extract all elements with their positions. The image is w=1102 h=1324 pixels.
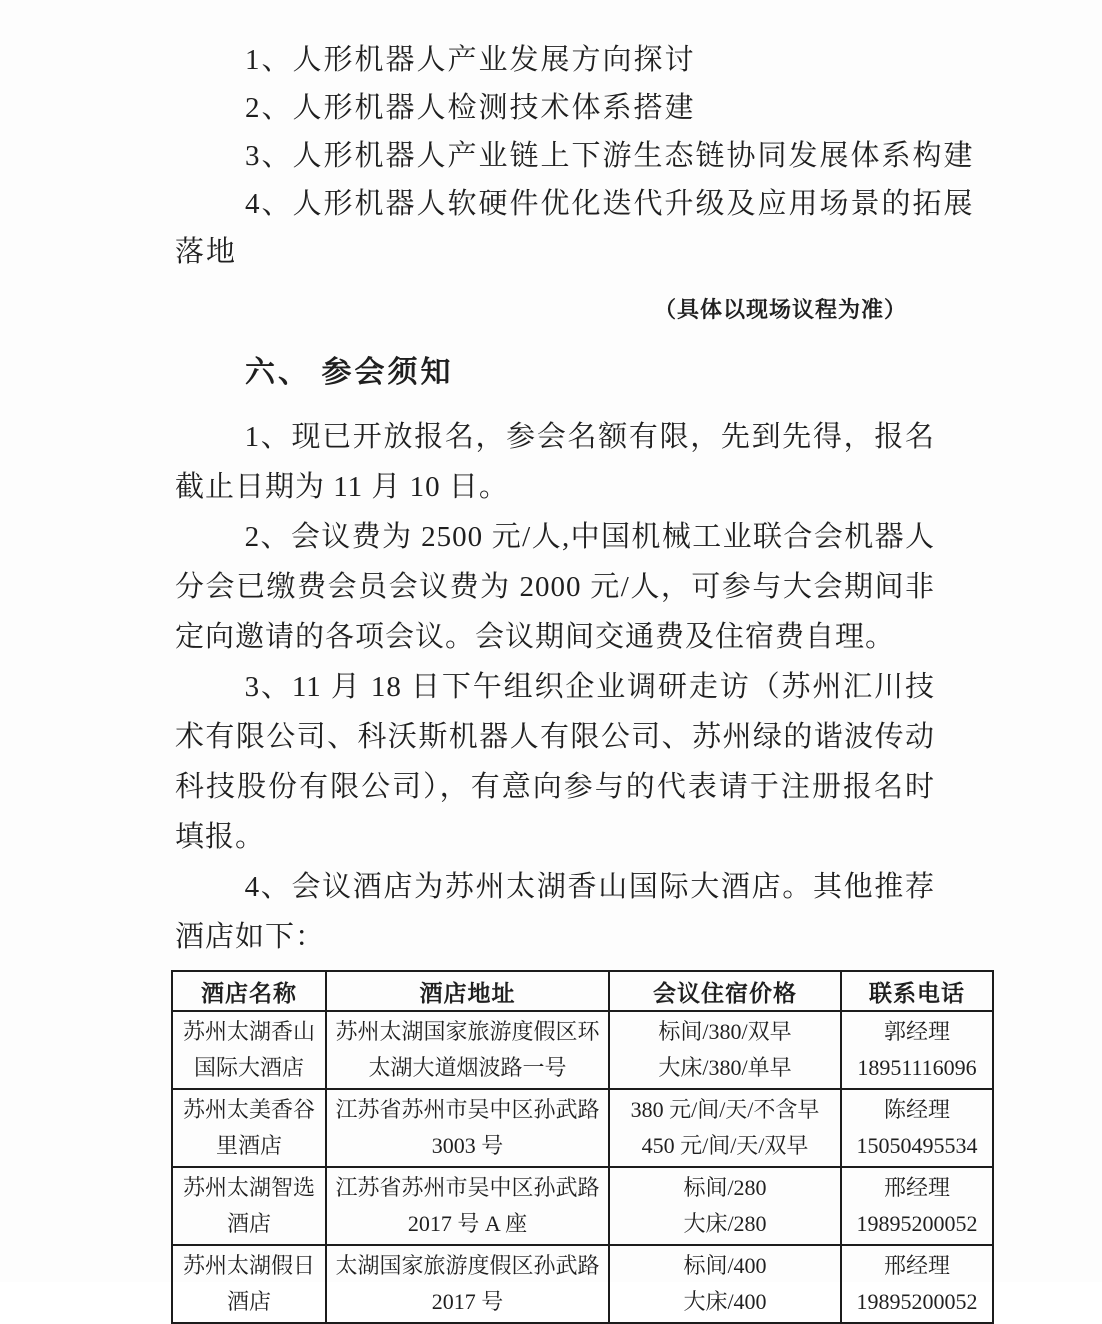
agenda-note: （具体以现场议程为准） — [653, 297, 907, 322]
contact-cell — [841, 1167, 993, 1245]
section-body — [0, 412, 935, 962]
contact-phone: 18951116096 — [857, 1055, 977, 1080]
hotel-name-line: 里酒店 — [215, 1133, 282, 1158]
contact-name: 邢经理 — [883, 1253, 950, 1278]
contact-name: 陈经理 — [883, 1097, 950, 1122]
room-price-line: 大床/400 — [683, 1289, 767, 1314]
hotel-name-cell — [172, 1011, 326, 1089]
hotel-address-cell — [326, 1245, 609, 1323]
agenda-item-4-wrap: 落地 — [175, 236, 238, 268]
header-contact-phone: 联系电话 — [841, 971, 993, 1011]
room-price-line: 标间/400 — [683, 1253, 767, 1278]
room-price-cell — [609, 1167, 841, 1245]
hotel-name-cell — [172, 1245, 326, 1323]
hotel-name-line: 苏州太湖假日 — [182, 1253, 315, 1278]
room-price-line: 大床/280 — [683, 1211, 767, 1236]
hotel-address-cell — [326, 1089, 609, 1167]
header-hotel-name: 酒店名称 — [172, 971, 326, 1011]
contact-phone: 19895200052 — [856, 1289, 978, 1314]
hotel-name-line: 酒店 — [226, 1289, 271, 1314]
room-price-line: 380 元/间/天/不含早 — [630, 1097, 820, 1122]
room-price-cell — [609, 1011, 841, 1089]
room-price-line: 大床/380/单早 — [658, 1055, 792, 1080]
agenda-list — [0, 0, 1102, 276]
hotel-table-header-row — [172, 971, 993, 1011]
room-price-cell — [609, 1089, 841, 1167]
hotel-address-line: 江苏省苏州市吴中区孙武路 — [335, 1097, 600, 1122]
header-room-price: 会议住宿价格 — [609, 971, 841, 1011]
hotel-name-line: 苏州太湖智选 — [182, 1175, 315, 1200]
hotel-address-cell — [326, 1167, 609, 1245]
hotel-name-line: 苏州太美香谷 — [182, 1097, 315, 1122]
agenda-item-2: 2、人形机器人检测技术体系搭建 — [245, 92, 696, 124]
paragraph-fees: 2、会议费为 2500 元/人,中国机械工业联合会机器人分会已缴费会员会议费为 2000 元/人，可参与大会期间非定向邀请的各项会议。会议期间交通费及住宿费自理。 — [175, 521, 935, 653]
hotel-name-line: 苏州太湖香山 — [182, 1019, 315, 1044]
hotel-name-cell — [172, 1089, 326, 1167]
paragraph-hotel-intro: 4、会议酒店为苏州太湖香山国际大酒店。其他推荐酒店如下： — [175, 871, 935, 953]
contact-name: 郭经理 — [883, 1019, 950, 1044]
contact-name: 邢经理 — [883, 1175, 950, 1200]
contact-phone: 15050495534 — [856, 1133, 978, 1158]
room-price-line: 标间/380/双早 — [658, 1019, 792, 1044]
paragraph-registration: 1、现已开放报名，参会名额有限，先到先得，报名截止日期为 11 月 10 日。 — [175, 421, 935, 503]
room-price-line: 标间/280 — [683, 1175, 767, 1200]
hotel-address-line: 太湖国家旅游度假区孙武路 — [335, 1253, 600, 1278]
agenda-item-1: 1、人形机器人产业发展方向探讨 — [245, 44, 696, 76]
room-price-cell — [609, 1245, 841, 1323]
hotel-address-line: 2017 号 — [431, 1289, 504, 1314]
table-row — [172, 1167, 993, 1245]
hotel-name-cell — [172, 1167, 326, 1245]
hotel-address-line: 3003 号 — [431, 1133, 504, 1158]
table-row — [172, 1245, 993, 1323]
contact-cell — [841, 1089, 993, 1167]
contact-cell — [841, 1245, 993, 1323]
hotel-address-cell — [326, 1011, 609, 1089]
agenda-item-3: 3、人形机器人产业链上下游生态链协同发展体系构建 — [245, 140, 975, 172]
hotel-address-line: 太湖大道烟波路一号 — [368, 1055, 567, 1080]
hotel-address-line: 2017 号 A 座 — [407, 1211, 528, 1236]
room-price-line: 450 元/间/天/双早 — [641, 1133, 809, 1158]
hotel-name-line: 酒店 — [226, 1211, 271, 1236]
hotel-address-line: 苏州太湖国家旅游度假区环 — [335, 1019, 600, 1044]
header-hotel-address: 酒店地址 — [326, 971, 609, 1011]
agenda-item-4: 4、人形机器人软硬件优化迭代升级及应用场景的拓展 — [245, 188, 975, 220]
hotel-table — [171, 970, 994, 1324]
hotel-name-line: 国际大酒店 — [193, 1055, 304, 1080]
section-heading: 六、 参会须知 — [245, 356, 454, 389]
contact-phone: 19895200052 — [856, 1211, 978, 1236]
table-row — [172, 1011, 993, 1089]
contact-cell — [841, 1011, 993, 1089]
table-row — [172, 1089, 993, 1167]
paragraph-company-visits: 3、11 月 18 日下午组织企业调研走访（苏州汇川技术有限公司、科沃斯机器人有限公司、苏州绿的谐波传动科技股份有限公司），有意向参与的代表请于注册报名时填报。 — [175, 671, 935, 853]
hotel-address-line: 江苏省苏州市吴中区孙武路 — [335, 1175, 600, 1200]
